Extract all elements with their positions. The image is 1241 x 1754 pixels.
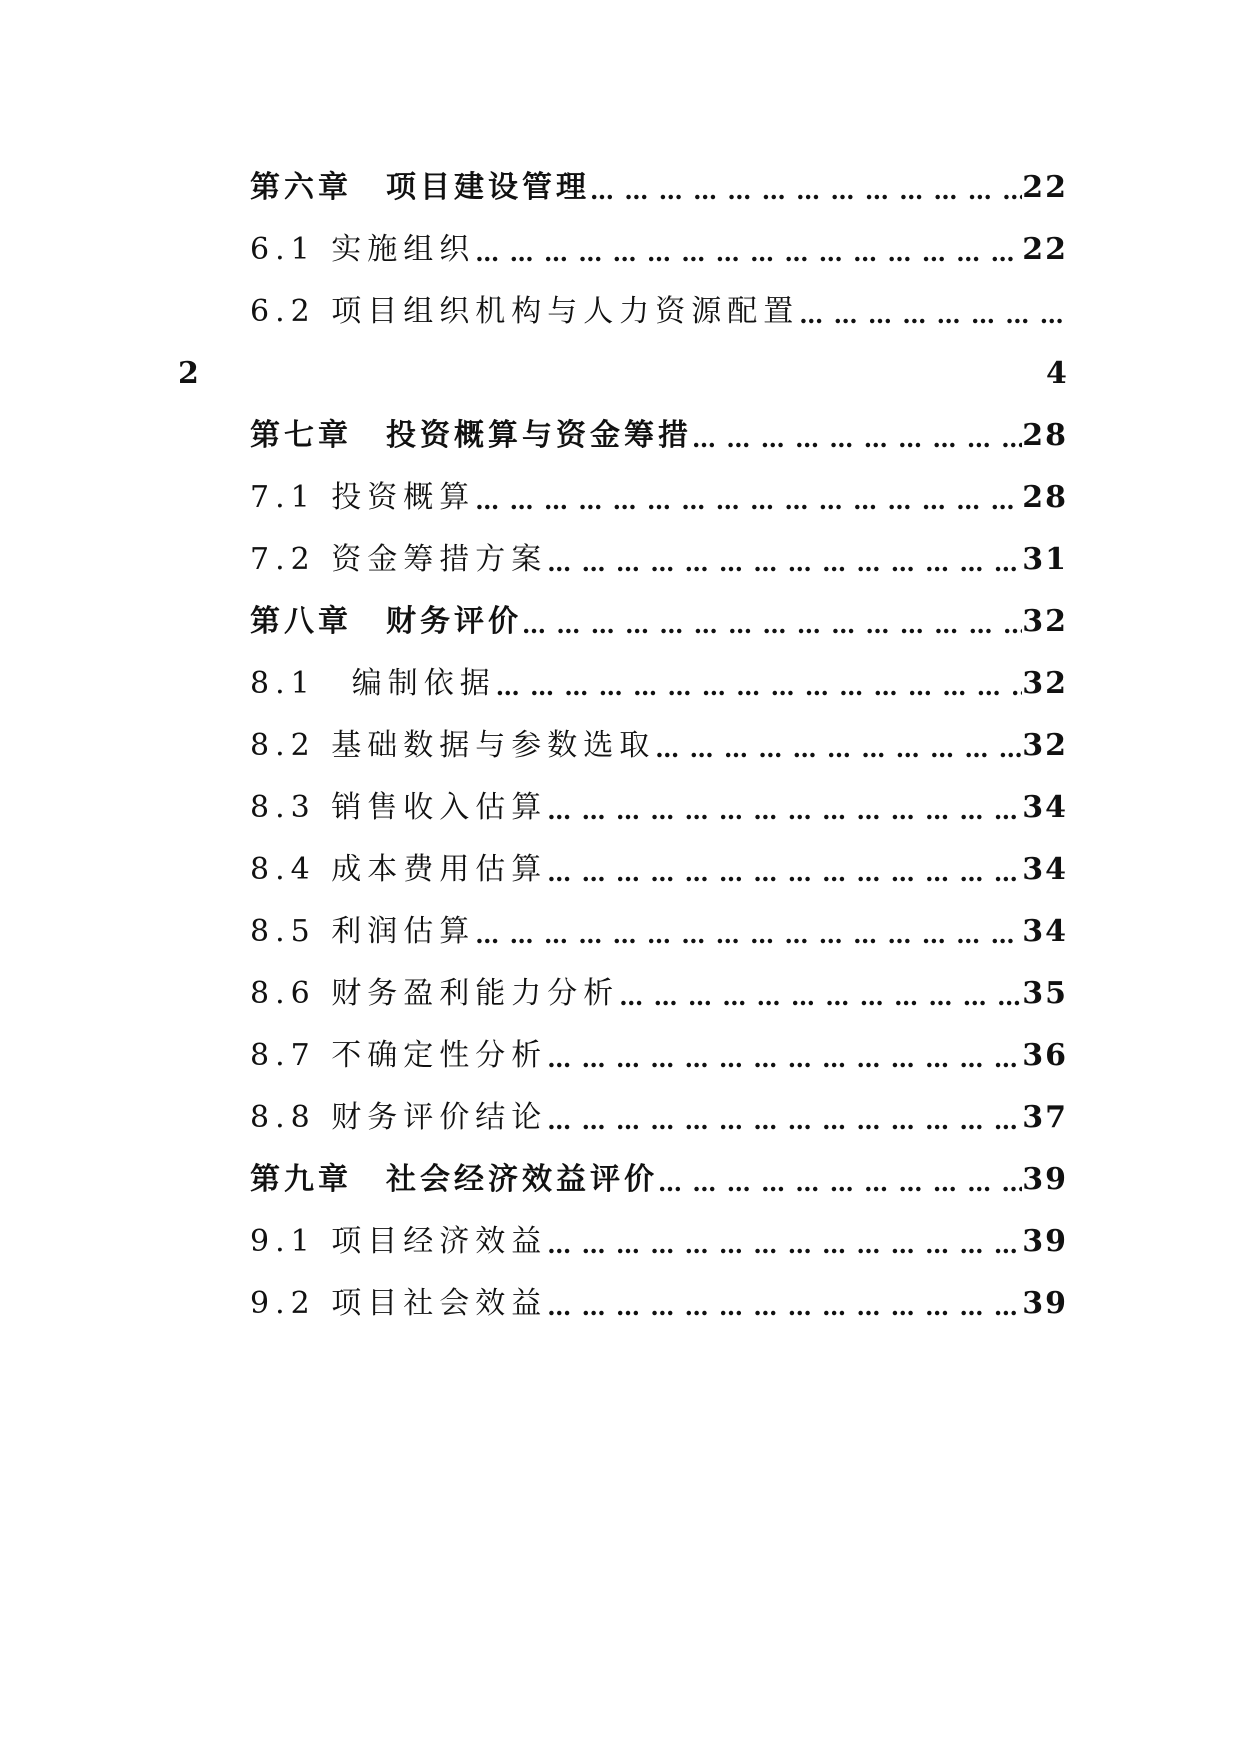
toc-dot-leader [547,854,1022,892]
toc-page-number: 39 [1022,1286,1068,1321]
toc-dot-leader [547,1226,1022,1264]
toc-page-number: 36 [1022,1038,1068,1073]
toc-page-number: 35 [1022,976,1068,1011]
toc-dot-leader [475,234,1022,272]
toc-entry-title: 7.1 投资概算 [250,480,476,515]
toc-entry-9-1 [250,1220,1068,1264]
toc-dot-leader [547,792,1022,830]
toc-page-number: 39 [1022,1224,1068,1259]
toc-entry-title: 8.7 不确定性分析 [250,1038,548,1073]
toc-page-number: 37 [1022,1100,1068,1135]
toc-page-number: 32 [1022,604,1068,639]
toc-page-number: 34 [1022,914,1068,949]
toc-entry-title: 8.8 财务评价结论 [250,1100,548,1135]
toc-dot-leader [522,606,1022,644]
toc-page-number: 31 [1022,542,1068,577]
toc-entry-title: 6.1 实施组织 [250,232,476,267]
toc-page-number: 28 [1022,480,1068,515]
toc-page-number: 34 [1022,852,1068,887]
toc-entry-title: 7.2 资金筹措方案 [250,542,548,577]
toc-page-number: 28 [1022,418,1068,453]
toc-dot-leader [658,1164,1022,1202]
toc-entry-6-2 [250,290,1068,334]
toc-entry-8-7 [250,1034,1068,1078]
wrapped-page-number-left: 2 [178,356,199,391]
toc-entry-title: 8.5 利润估算 [250,914,476,949]
toc-entry-title: 第九章 社会经济效益评价 [250,1162,658,1197]
toc-entry-chapter-8 [250,600,1068,644]
toc-dot-leader [547,1040,1022,1078]
toc-entry-7-2 [250,538,1068,582]
toc-entry-8-3 [250,786,1068,830]
toc-entry-8-2 [250,724,1068,768]
toc-dot-leader [547,544,1022,582]
toc-entry-title: 9.1 项目经济效益 [250,1224,548,1259]
toc-entry-title: 8.4 成本费用估算 [250,852,548,887]
toc-entry-8-5 [250,910,1068,954]
toc-entry-title: 8.2 基础数据与参数选取 [250,728,656,763]
toc-dot-leader [475,482,1022,520]
toc-entry-7-1 [250,476,1068,520]
toc-dot-leader [799,296,1068,334]
toc-dot-leader [547,1288,1022,1326]
toc-entry-title: 8.3 销售收入估算 [250,790,548,825]
toc-dot-leader [590,172,1022,210]
toc-page-number: 22 [1022,170,1068,205]
toc-entry-title: 8.6 财务盈利能力分析 [250,976,620,1011]
toc-page-number: 32 [1022,728,1068,763]
toc-entry-8-1 [250,662,1068,706]
toc-entry-title: 第八章 财务评价 [250,604,522,639]
toc-dot-leader [692,420,1022,458]
toc-entry-8-4 [250,848,1068,892]
toc-dot-leader [619,978,1022,1016]
wrapped-page-number-right: 4 [1046,356,1067,391]
toc-page-number: 39 [1022,1162,1068,1197]
toc-entry-title: 第六章 项目建设管理 [250,170,590,205]
toc-entry-title: 6.2 项目组织机构与人力资源配置 [250,294,800,329]
toc-entry-chapter-7 [250,414,1068,458]
toc-dot-leader [496,668,1023,706]
toc-entry-chapter-9 [250,1158,1068,1202]
toc-entry-title: 8.1 编制依据 [250,666,496,701]
toc-dot-leader [655,730,1022,768]
toc-entry-title: 9.2 项目社会效益 [250,1286,548,1321]
toc-entry-title: 第七章 投资概算与资金筹措 [250,418,692,453]
toc-entry-8-6 [250,972,1068,1016]
toc-entry-9-2 [250,1282,1068,1326]
toc-entry-chapter-6 [250,166,1068,210]
toc-page-number: 22 [1022,232,1068,267]
toc-page-number: 32 [1022,666,1068,701]
toc-entry-6-1 [250,228,1068,272]
toc-dot-leader [475,916,1022,954]
toc-entry-8-8 [250,1096,1068,1140]
toc-page-number: 34 [1022,790,1068,825]
toc-dot-leader [547,1102,1022,1140]
